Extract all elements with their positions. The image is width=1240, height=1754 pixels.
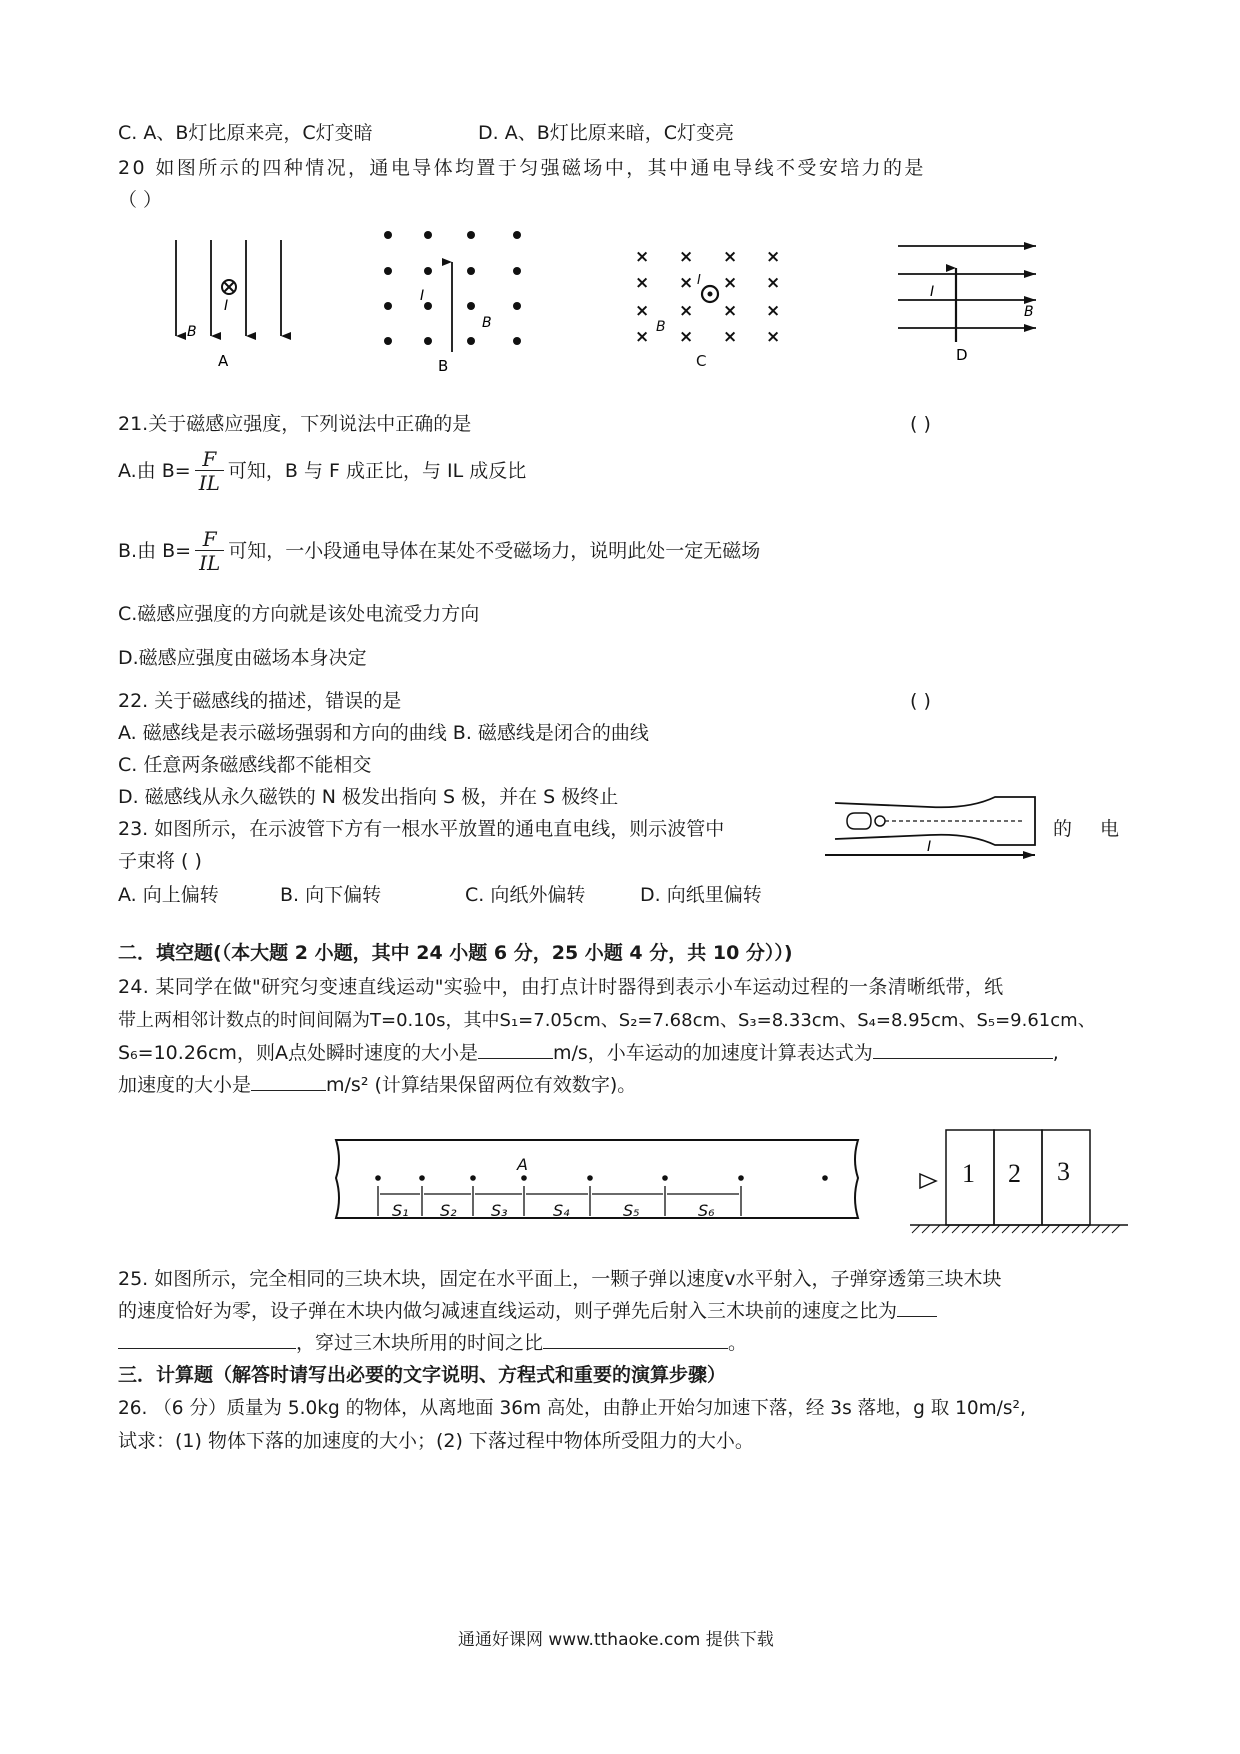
q23-oscilloscope-figure (825, 795, 1045, 865)
q22-option-ab: A. 磁感线是表示磁场强弱和方向的曲线 B. 磁感线是闭合的曲线 (118, 722, 649, 744)
page-footer: 通通好课网 www.tthaoke.com 提供下载 (458, 1630, 774, 1650)
q24-line3-b: m/s，小车运动的加速度计算表达式为 (552, 1042, 873, 1064)
block-2: 2 (1008, 1159, 1021, 1188)
q19-option-d: D. A、B灯比原来暗，C灯变亮 (478, 122, 735, 144)
tape-label-s2: S₂ (440, 1201, 457, 1220)
q23-option-b: B. 向下偏转 (280, 884, 382, 906)
q20-b-field-label: B (482, 315, 492, 331)
q25-line2 (118, 1300, 937, 1323)
q25-line3-mid: ，穿过三木块所用的时间之比 (296, 1332, 544, 1354)
q21-b-formula (195, 528, 224, 575)
q20-d-current-label: I (930, 284, 935, 300)
q23-option-a: A. 向上偏转 (118, 884, 219, 906)
q24-expression-blank[interactable] (873, 1042, 1053, 1059)
svg-text:×: × (679, 273, 694, 293)
svg-text:×: × (766, 327, 781, 347)
q24-velocity-blank[interactable] (478, 1042, 553, 1059)
section3-title: 三．计算题（解答时请写出必要的文字说明、方程式和重要的演算步骤） (118, 1364, 727, 1386)
q25-velocity-ratio-blank[interactable] (118, 1332, 296, 1349)
q23-stem-tail-1: 的 (1053, 818, 1073, 840)
q20-d-field-label: B (1024, 304, 1034, 320)
q22-stem: 22. 关于磁感线的描述，错误的是 (118, 690, 402, 712)
q21-stem: 21.关于磁感应强度，下列说法中正确的是 (118, 413, 472, 435)
tape-label-s5: S₅ (623, 1201, 640, 1220)
q20-figure-c (635, 247, 780, 370)
svg-text:×: × (635, 247, 650, 267)
svg-text:×: × (679, 301, 694, 321)
q21-b-prefix: B.由 B= (118, 539, 192, 562)
q20-a-label: A (218, 352, 229, 370)
q22-answer-paren: ( ) (910, 690, 931, 712)
svg-text:×: × (635, 327, 650, 347)
q25-time-ratio-blank[interactable] (543, 1332, 728, 1349)
q20-c-label: C (696, 352, 707, 370)
q22-option-d: D. 磁感线从永久磁铁的 N 极发出指向 S 极，并在 S 极终止 (118, 786, 619, 808)
q20-figures (0, 0, 1240, 400)
svg-text:×: × (723, 273, 738, 293)
svg-text:×: × (723, 247, 738, 267)
q24-line1: 24. 某同学在做"研究匀变速直线运动"实验中，由打点计时器得到表示小车运动过程的一条清晰纸带，纸 (118, 976, 1004, 998)
q21-b-formula-den: IL (199, 550, 221, 575)
svg-text:×: × (679, 327, 694, 347)
tape-label-s4: S₄ (553, 1201, 570, 1220)
q24-line3-a: S₆=10.26cm，则A点处瞬时速度的大小是 (118, 1042, 478, 1064)
tape-label-s3: S₃ (491, 1201, 508, 1220)
q25-line2-text: 的速度恰好为零，设子弹在木块内做匀减速直线运动，则子弹先后射入三木块前的速度之比为 (118, 1300, 898, 1322)
q21-option-d: D.磁感应强度由磁场本身决定 (118, 647, 367, 669)
svg-text:×: × (766, 301, 781, 321)
block-1: 1 (962, 1159, 975, 1188)
tape-label-a: A (517, 1155, 528, 1174)
q20-answer-paren: （ ） (118, 189, 163, 211)
svg-text:×: × (635, 301, 650, 321)
q19-option-c: C. A、B灯比原来亮，C灯变暗 (118, 122, 373, 144)
q25-line1: 25. 如图所示，完全相同的三块木块，固定在水平面上，一颗子弹以速度v水平射入，子弹穿透第三块木块 (118, 1268, 1002, 1290)
q20-c-current-label: I (697, 273, 701, 288)
q24-line4-a: 加速度的大小是 (118, 1074, 252, 1096)
q23-option-d: D. 向纸里偏转 (640, 884, 762, 906)
q25-ratio-blank-start[interactable] (897, 1300, 937, 1317)
block-3: 3 (1057, 1157, 1070, 1186)
q20-b-label: B (438, 357, 449, 375)
q21-option-c: C.磁感应强度的方向就是该处电流受力方向 (118, 603, 480, 625)
q21-b-formula-num: F (195, 528, 224, 551)
section2-title: 二．填空题(（本大题 2 小题，其中 24 小题 6 分，25 小题 4 分，共 10 分））) (118, 942, 793, 964)
svg-text:×: × (679, 247, 694, 267)
q20-stem: 20 如图所示的四种情况，通电导体均置于匀强磁场中，其中通电导线不受安培力的是 (118, 157, 926, 179)
q20-figure-d (898, 246, 1036, 364)
svg-text:×: × (766, 273, 781, 293)
q24-line2: 带上两相邻计数点的时间间隔为T=0.10s，其中S₁=7.05cm、S₂=7.68cm、S₃=8.33cm、S₄=8.95cm、S₅=9.61cm、 (118, 1010, 1096, 1031)
q22-option-c: C. 任意两条磁感线都不能相交 (118, 754, 372, 776)
q21-option-b (118, 523, 760, 579)
q23-stem-tail-2: 电 (1100, 818, 1120, 840)
svg-text:×: × (766, 247, 781, 267)
q20-figure-b (384, 231, 521, 375)
q21-a-formula-den: IL (198, 470, 220, 495)
q25-line3 (118, 1332, 747, 1355)
q23-stem-line2: 子束将 ( ) (118, 850, 202, 872)
q26-line1: 26. （6 分）质量为 5.0kg 的物体，从离地面 36m 高处，由静止开始匀加速下落，经 3s 落地，g 取 10m/s², (118, 1398, 1026, 1419)
q21-option-a (118, 443, 526, 499)
q20-a-field-label: B (187, 324, 197, 340)
svg-text:×: × (723, 301, 738, 321)
q20-b-current-label: I (420, 288, 425, 304)
q21-b-suffix: 可知，一小段通电导体在某处不受磁场力，说明此处一定无磁场 (228, 539, 761, 562)
q20-figure-a (176, 240, 281, 370)
q23-stem: 23. 如图所示，在示波管下方有一根水平放置的通电直电线，则示波管中 (118, 818, 725, 840)
q24-tape-figure (0, 1120, 1240, 1260)
q21-answer-paren: ( ) (910, 413, 931, 435)
q20-c-field-label: B (656, 319, 666, 335)
q21-a-formula (195, 448, 224, 495)
q26-line2: 试求：(1) 物体下落的加速度的大小；(2) 下落过程中物体所受阻力的大小。 (118, 1430, 754, 1452)
svg-text:×: × (635, 273, 650, 293)
q20-a-current-label: I (224, 298, 229, 314)
q24-line4-b: m/s² (计算结果保留两位有效数字)。 (326, 1074, 637, 1096)
tape-label-s1: S₁ (392, 1201, 409, 1220)
q21-a-formula-num: F (195, 448, 224, 471)
q24-line4 (118, 1074, 636, 1097)
q20-d-label: D (956, 346, 968, 364)
tape-label-s6: S₆ (698, 1201, 715, 1220)
q25-line3-end: 。 (728, 1332, 748, 1354)
q23-current-label: I (927, 839, 932, 855)
q21-a-suffix: 可知，B 与 F 成正比，与 IL 成反比 (227, 459, 527, 482)
q25-blocks-figure (910, 1130, 1128, 1233)
q24-line3: S₆=10.26cm，则A点处瞬时速度的大小是 m/s，小车运动的加速度计算表达式为 , (118, 1042, 1059, 1064)
q21-a-prefix: A.由 B= (118, 459, 191, 482)
q24-acceleration-blank[interactable] (251, 1074, 326, 1091)
q23-option-c: C. 向纸外偏转 (465, 884, 586, 906)
svg-text:×: × (723, 327, 738, 347)
